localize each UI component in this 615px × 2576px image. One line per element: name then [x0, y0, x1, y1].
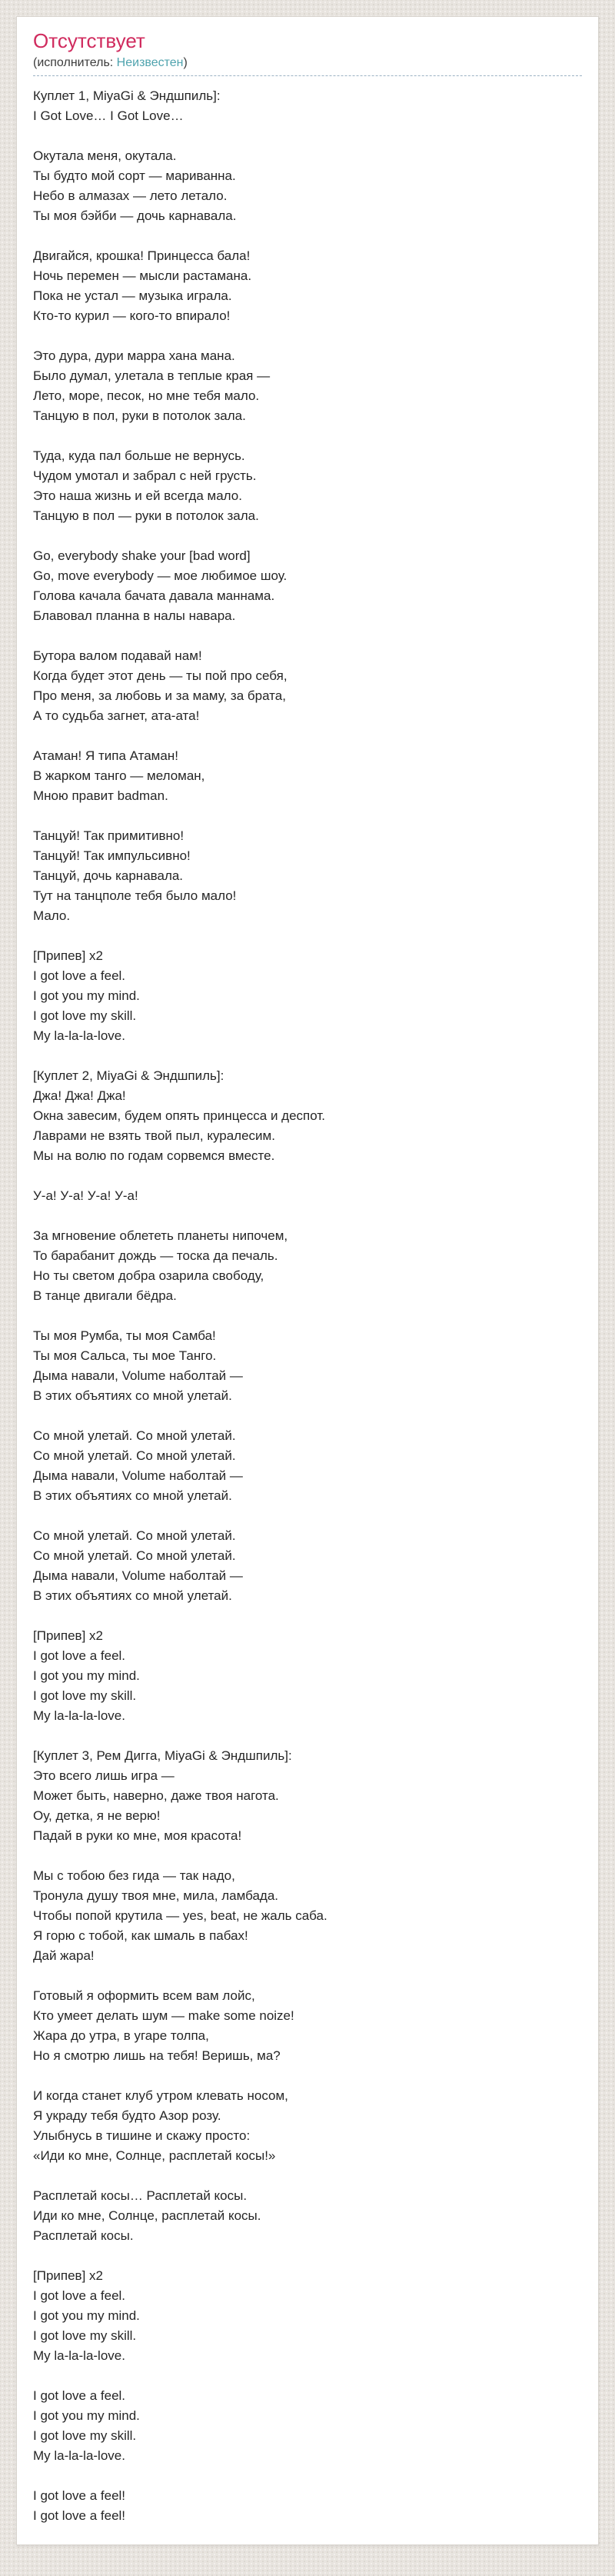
lyric-line: Окна завесим, будем опять принцесса и деспот. — [33, 1108, 325, 1123]
lyric-line: Джа! Джа! Джа! — [33, 1088, 126, 1103]
lyric-line: Небо в алмазах — лето летало. — [33, 188, 228, 203]
lyric-stanza — [33, 446, 582, 526]
lyric-stanza — [33, 246, 582, 326]
lyric-line: Go, everybody shake your [bad word] — [33, 548, 251, 563]
lyric-line: I got you my mind. — [33, 2308, 140, 2323]
lyric-stanza — [33, 946, 582, 1046]
lyric-line: Туда, куда пал больше не вернусь. — [33, 448, 245, 463]
lyric-line: [Куплет 2, MiyaGi & Эндшпиль]: — [33, 1068, 224, 1083]
lyric-line: Это дура, дури марра хана мана. — [33, 348, 235, 363]
lyric-line: Ночь перемен — мысли растамана. — [33, 268, 252, 283]
lyric-line: I got you my mind. — [33, 1668, 140, 1683]
lyric-line: My la-la-la-love. — [33, 1028, 125, 1043]
lyric-line: Чтобы попой крутила — yes, beat, не жаль саба. — [33, 1908, 327, 1923]
lyric-line: Но я смотрю лишь на тебя! Веришь, ма? — [33, 2048, 281, 2063]
lyric-line: Падай в руки ко мне, моя красота! — [33, 1828, 242, 1843]
song-title: Отсутствует — [33, 29, 145, 52]
lyric-line: Про меня, за любовь и за маму, за брата, — [33, 688, 286, 703]
lyric-stanza — [33, 1066, 582, 1166]
lyric-line: Танцую в пол, руки в потолок зала. — [33, 408, 246, 423]
lyric-stanza — [33, 1326, 582, 1406]
lyric-line: Дыма навали, Volume наболтай — — [33, 1468, 243, 1483]
lyric-line: Мы с тобою без гида — так надо, — [33, 1868, 235, 1883]
lyric-stanza — [33, 2386, 582, 2466]
lyric-line: My la-la-la-love. — [33, 2448, 125, 2463]
lyric-stanza — [33, 1186, 582, 1206]
lyric-line: I Got Love… I Got Love… — [33, 108, 184, 123]
lyric-line: I got you my mind. — [33, 2408, 140, 2423]
lyric-line: [Припев] x2 — [33, 948, 103, 963]
lyric-line: Блавовал планна в налы навара. — [33, 608, 236, 623]
lyric-line: Улыбнусь в тишине и скажу просто: — [33, 2128, 251, 2143]
lyric-line: I got love my skill. — [33, 2428, 137, 2443]
lyric-line: I got you my mind. — [33, 988, 140, 1003]
lyric-line: В этих объятиях со мной улетай. — [33, 1388, 232, 1403]
lyric-line: Дыма навали, Volume наболтай — — [33, 1368, 243, 1383]
lyric-line: Расплетай косы… Расплетай косы. — [33, 2188, 248, 2203]
lyrics-text — [33, 86, 582, 2526]
lyric-line: I got love a feel. — [33, 2388, 126, 2403]
lyric-line: Это всего лишь игра — — [33, 1768, 175, 1783]
lyric-stanza — [33, 646, 582, 726]
artist-link[interactable]: Неизвестен — [116, 56, 184, 70]
lyric-line: Расплетай косы. — [33, 2228, 134, 2243]
lyric-line: За мгновение облететь планеты нипочем, — [33, 1228, 288, 1243]
lyric-line: Было думал, улетала в теплые края — — [33, 368, 271, 383]
lyric-line: I got love my skill. — [33, 1688, 137, 1703]
lyric-line: Бутора валом подавай нам! — [33, 648, 202, 663]
lyric-stanza — [33, 2186, 582, 2246]
lyric-line: Может быть, наверно, даже твоя нагота. — [33, 1788, 279, 1803]
lyric-line: I got love my skill. — [33, 1008, 137, 1023]
lyric-line: Танцуй, дочь карнавала. — [33, 868, 184, 883]
lyric-line: И когда станет клуб утром клевать носом, — [33, 2088, 288, 2103]
lyric-stanza — [33, 1226, 582, 1306]
lyric-line: Когда будет этот день — ты пой про себя, — [33, 668, 288, 683]
lyric-stanza — [33, 346, 582, 426]
lyric-line: My la-la-la-love. — [33, 2348, 125, 2363]
lyric-line: [Куплет 3, Рем Дигга, MiyaGi & Эндшпиль]: — [33, 1748, 292, 1763]
artist-label-suffix: ) — [183, 56, 188, 70]
lyric-line: I got love my skill. — [33, 2328, 137, 2343]
artist-line — [33, 55, 582, 72]
lyric-line: I got love a feel. — [33, 968, 126, 983]
lyric-line: Танцуй! Так импульсивно! — [33, 848, 191, 863]
lyric-line: Иди ко мне, Солнце, расплетай косы. — [33, 2208, 261, 2223]
lyric-line: Атаман! Я типа Атаман! — [33, 748, 178, 763]
lyric-stanza — [33, 2266, 582, 2366]
lyric-stanza — [33, 2086, 582, 2166]
lyric-line: А то судьба загнет, ата-ата! — [33, 708, 200, 723]
lyric-line: Ты моя Сальса, ты мое Танго. — [33, 1348, 217, 1363]
lyric-line: Дай жара! — [33, 1948, 95, 1963]
lyric-stanza — [33, 1866, 582, 1966]
lyric-line: Тронула душу твоя мне, мила, ламбада. — [33, 1888, 278, 1903]
lyric-stanza — [33, 1526, 582, 1606]
lyric-line: I got love a feel! — [33, 2508, 126, 2523]
lyric-stanza — [33, 86, 582, 126]
lyric-line: I got love a feel. — [33, 2288, 126, 2303]
lyric-line: Окутала меня, окутала. — [33, 148, 177, 163]
lyric-stanza — [33, 826, 582, 926]
lyric-line: Со мной улетай. Со мной улетай. — [33, 1528, 236, 1543]
lyric-line: «Иди ко мне, Солнце, расплетай косы!» — [33, 2148, 276, 2163]
lyric-line: Дыма навали, Volume наболтай — — [33, 1568, 243, 1583]
lyric-line: В жарком танго — меломан, — [33, 768, 205, 783]
lyric-stanza — [33, 746, 582, 806]
lyric-stanza — [33, 1746, 582, 1846]
lyric-line: Танцую в пол — руки в потолок зала. — [33, 508, 259, 523]
lyric-line: Оу, детка, я не верю! — [33, 1808, 161, 1823]
lyrics-card — [16, 16, 599, 2545]
lyric-line: [Припев] x2 — [33, 2268, 103, 2283]
lyric-line: Ты моя Румба, ты моя Самба! — [33, 1328, 216, 1343]
lyric-line: I got love a feel! — [33, 2488, 126, 2503]
lyric-line: Чудом умотал и забрал с ней грусть. — [33, 468, 257, 483]
lyric-line: Я украду тебя будто Азор розу. — [33, 2108, 221, 2123]
lyric-line: Но ты светом добра озарила свободу, — [33, 1268, 264, 1283]
lyric-line: Кто-то курил — кого-то впирало! — [33, 308, 231, 323]
lyric-line: У-а! У-а! У-а! У-а! — [33, 1188, 138, 1203]
lyric-stanza — [33, 1626, 582, 1726]
lyric-line: Жара до утра, в угаре толпа, — [33, 2028, 209, 2043]
lyric-line: В этих объятиях со мной улетай. — [33, 1488, 232, 1503]
lyric-line: Двигайся, крошка! Принцесса бала! — [33, 248, 251, 263]
lyric-line: Ты будто мой сорт — мариванна. — [33, 168, 236, 183]
page-background — [0, 16, 615, 2576]
lyric-line: Готовый я оформить всем вам лойс, — [33, 1988, 255, 2003]
lyric-line: Куплет 1, MiyaGi & Эндшпиль]: — [33, 88, 221, 103]
lyric-line: I got love a feel. — [33, 1648, 126, 1663]
lyric-stanza — [33, 2486, 582, 2526]
lyric-line: Мало. — [33, 908, 71, 923]
lyric-line: Со мной улетай. Со мной улетай. — [33, 1548, 236, 1563]
lyric-stanza — [33, 546, 582, 626]
lyric-line: [Припев] x2 — [33, 1628, 103, 1643]
lyric-stanza — [33, 1986, 582, 2066]
lyric-line: Голова качала бачата давала маннама. — [33, 588, 275, 603]
lyric-line: То барабанит дождь — тоска да печаль. — [33, 1248, 278, 1263]
lyric-line: Лаврами не взять твой пыл, куралесим. — [33, 1128, 275, 1143]
lyric-line: Ты моя бэйби — дочь карнавала. — [33, 208, 237, 223]
lyric-line: Со мной улетай. Со мной улетай. — [33, 1448, 236, 1463]
lyric-line: В танце двигали бёдра. — [33, 1288, 177, 1303]
lyric-line: Я горю с тобой, как шмаль в пабах! — [33, 1928, 248, 1943]
lyric-line: Мы на волю по годам сорвемся вместе. — [33, 1148, 275, 1163]
lyric-line: Пока не устал — музыка играла. — [33, 288, 232, 303]
lyric-line: В этих объятиях со мной улетай. — [33, 1588, 232, 1603]
lyric-line: Это наша жизнь и ей всегда мало. — [33, 488, 242, 503]
artist-label-prefix: (исполнитель: — [33, 56, 117, 70]
lyric-line: Мною правит badman. — [33, 788, 168, 803]
lyric-line: Тут на танцполе тебя было мало! — [33, 888, 237, 903]
lyric-line: Кто умеет делать шум — make some noize! — [33, 2008, 294, 2023]
lyric-line: My la-la-la-love. — [33, 1708, 125, 1723]
lyric-line: Со мной улетай. Со мной улетай. — [33, 1428, 236, 1443]
lyric-stanza — [33, 1426, 582, 1506]
lyric-line: Лето, море, песок, но мне тебя мало. — [33, 388, 260, 403]
song-header — [33, 29, 582, 76]
lyric-line: Танцуй! Так примитивно! — [33, 828, 184, 843]
lyric-stanza — [33, 146, 582, 226]
lyric-line: Go, move everybody — мое любимое шоу. — [33, 568, 288, 583]
